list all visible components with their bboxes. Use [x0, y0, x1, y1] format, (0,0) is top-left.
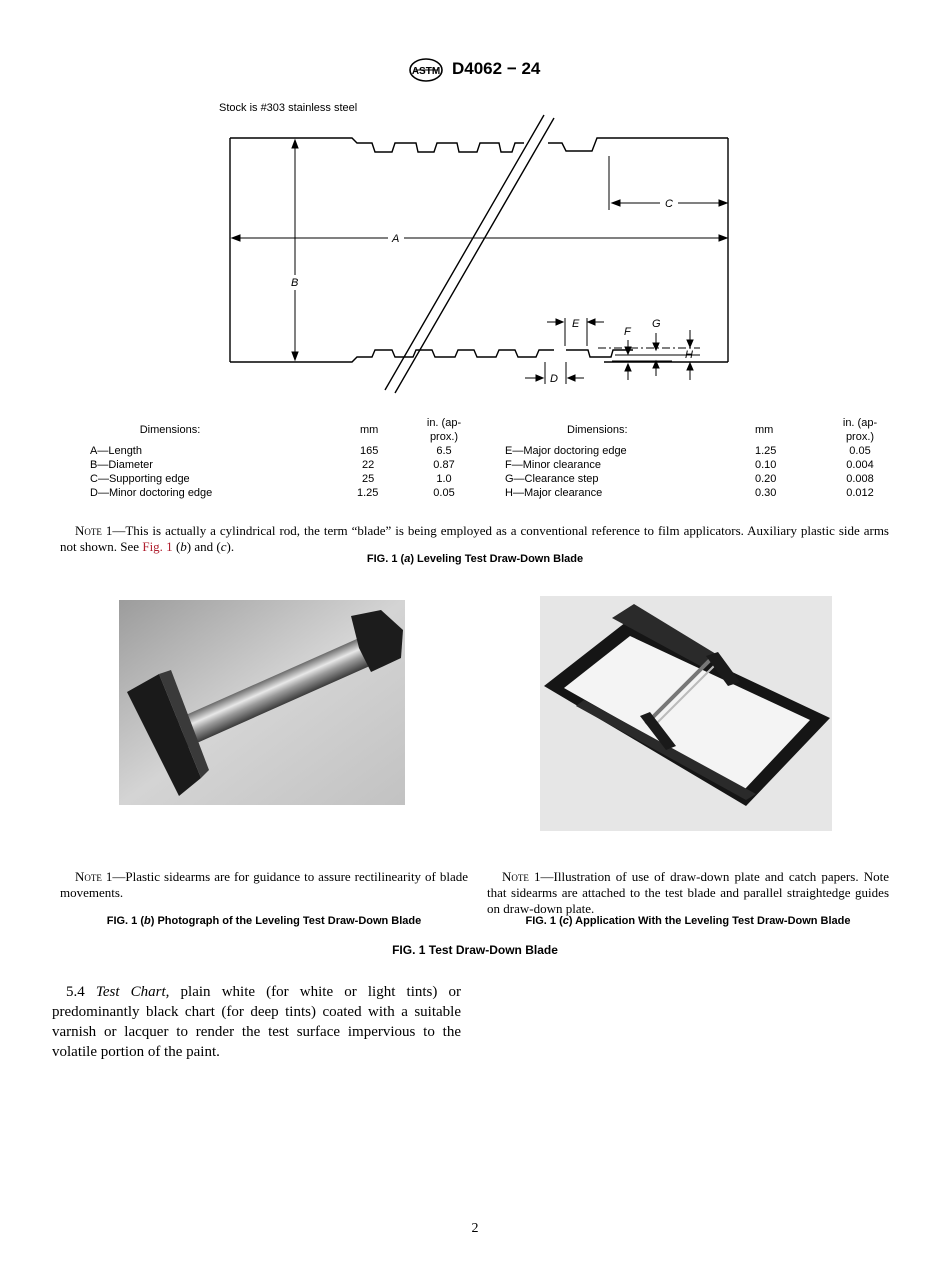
- dim-in: 1.0: [436, 473, 452, 485]
- photo-draw-down-blade: [119, 600, 405, 805]
- label-C: C: [665, 198, 673, 210]
- page-number: 2: [471, 1221, 479, 1236]
- dim-in: 0.87: [433, 459, 455, 471]
- section-term: Test Chart,: [95, 984, 170, 1000]
- table-header-row: [90, 416, 470, 444]
- caption-fig-b: FIG. 1 (b) Photograph of the Leveling Test Draw-Down Blade: [106, 915, 422, 927]
- table-row: [90, 444, 470, 458]
- caption-fig-a: FIG. 1 (a) Leveling Test Draw-Down Blade: [366, 553, 584, 565]
- dim-mm: 22: [362, 459, 375, 471]
- dimensions-table-left: [90, 416, 470, 500]
- label-B: B: [291, 277, 299, 289]
- dim-mm: 1.25: [357, 487, 379, 499]
- photo-draw-down-plate: [540, 596, 832, 831]
- rod-bottom-profile: [230, 350, 554, 362]
- col-header-dimensions: Dimensions:: [139, 424, 201, 436]
- label-E: E: [572, 318, 580, 330]
- caption-fig-c: FIG. 1 (c) Application With the Leveling Test Draw-Down Blade: [525, 915, 851, 927]
- note-fig-a: Note 1—This is actually a cylindrical rod, the term “blade” is being employed as a conventional reference to film applicators. Auxiliary plastic side arms not shown. See Fig. 1 (b) and (c).: [60, 523, 889, 554]
- dim-in: 0.05: [849, 445, 871, 457]
- note-label: Note 1: [75, 523, 113, 538]
- dim-mm: 25: [362, 473, 375, 485]
- col-header-in-2: prox.): [845, 431, 875, 443]
- dim-name: D—Minor doctoring edge: [90, 487, 213, 499]
- dimensions-table-right: [505, 416, 890, 500]
- dim-name: B—Diameter: [90, 459, 153, 471]
- dim-in: 0.004: [846, 459, 874, 471]
- dim-in: 0.05: [433, 487, 455, 499]
- blade-drawing: [0, 0, 950, 400]
- fig-1-link[interactable]: Fig. 1: [142, 539, 173, 554]
- dim-mm: 165: [360, 445, 379, 457]
- dim-name: E—Major doctoring edge: [505, 445, 627, 457]
- rod-top-profile-right: [548, 138, 728, 151]
- dim-mm: 0.20: [755, 473, 777, 485]
- section-5-4-paragraph: [52, 982, 461, 1062]
- label-H: H: [685, 349, 693, 361]
- table-row: [505, 444, 890, 458]
- note-fig-c: Note 1—Illustration of use of draw-down plate and catch papers. Note that sidearms are attached to the test blade and parallel straightedge guides on draw-down plate.: [487, 869, 889, 916]
- section-number: 5.4: [66, 984, 85, 1000]
- dim-name: C—Supporting edge: [90, 473, 190, 485]
- col-header-mm: mm: [755, 424, 774, 436]
- note-label: Note 1: [75, 869, 113, 884]
- dim-mm: 1.25: [755, 445, 777, 457]
- table-row: [505, 472, 890, 486]
- rod-top-profile: [230, 138, 524, 152]
- dim-name: F—Minor clearance: [505, 459, 601, 471]
- dim-name: A—Length: [90, 445, 142, 457]
- table-row: [90, 486, 470, 500]
- table-row: [505, 458, 890, 472]
- table-row: [90, 472, 470, 486]
- col-header-mm: mm: [360, 424, 379, 436]
- astm-logo-text: ASTM: [411, 66, 441, 77]
- dim-name: G—Clearance step: [505, 473, 599, 485]
- table-row: [505, 486, 890, 500]
- label-A: A: [392, 233, 400, 245]
- caption-fig-1: FIG. 1 Test Draw-Down Blade: [392, 943, 558, 957]
- col-header-in-2: prox.): [429, 431, 459, 443]
- dim-name: H—Major clearance: [505, 487, 603, 499]
- dim-mm: 0.30: [755, 487, 777, 499]
- rod-bottom-profile-right: [566, 350, 728, 362]
- stock-note: Stock is #303 stainless steel: [219, 102, 358, 114]
- col-header-in-1: in. (ap-: [842, 417, 878, 429]
- table-header-row: [505, 416, 890, 444]
- dim-in: 0.008: [846, 473, 874, 485]
- note-fig-b: Note 1—Plastic sidearms are for guidance to assure rectilinearity of blade movements.: [60, 869, 468, 900]
- dim-in: 0.012: [846, 487, 874, 499]
- note-label: Note 1: [502, 869, 541, 884]
- table-row: [90, 458, 470, 472]
- label-D: D: [550, 373, 558, 385]
- dim-in: 6.5: [436, 445, 452, 457]
- break-line-1: [385, 115, 544, 390]
- label-G: G: [652, 318, 661, 330]
- section-text: plain white (for white or light tints) or predominantly black chart (for deep tints) coated with a suitable varnish or lacquer to render the test surface impervious to the volatile portion of the paint.: [52, 984, 461, 1060]
- col-header-in-1: in. (ap-: [426, 417, 462, 429]
- col-header-dimensions: Dimensions:: [567, 424, 628, 436]
- dim-mm: 0.10: [755, 459, 777, 471]
- label-F: F: [624, 326, 631, 338]
- document-code: D4062 − 24: [452, 59, 541, 78]
